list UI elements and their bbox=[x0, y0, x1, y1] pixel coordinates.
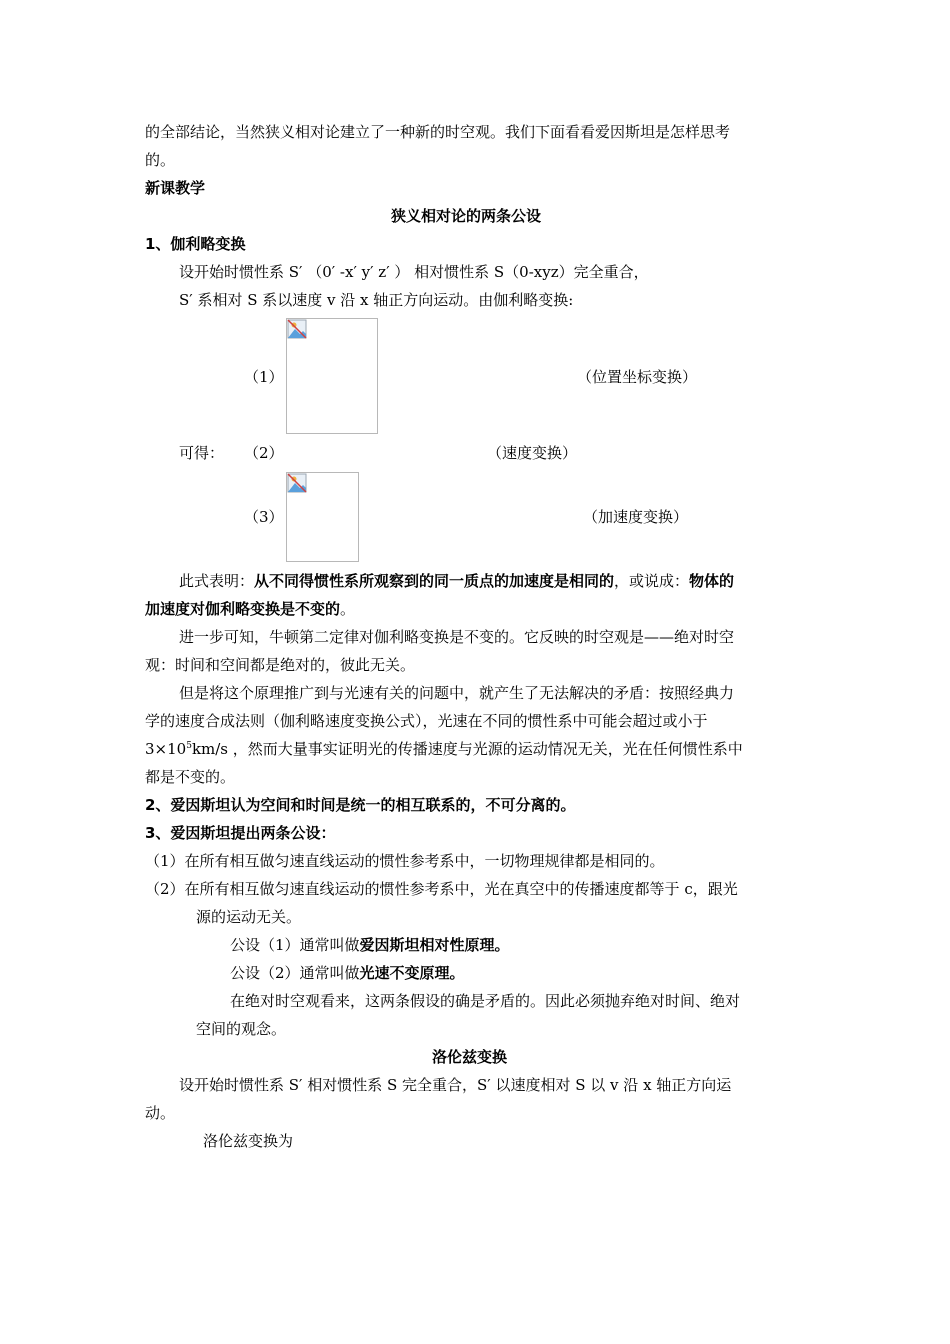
postulate-2-name-prefix: 公设（2）通常叫做 bbox=[230, 964, 360, 982]
equation-3-label: （加速度变换） bbox=[583, 508, 689, 526]
conclusion-line-1: 在绝对时空观看来，这两条假设的确是矛盾的。因此必须抛弃绝对时间、绝对 bbox=[230, 992, 741, 1010]
light-speed-exponent: 5 bbox=[186, 741, 192, 751]
note-emphasis-1: 从不同得惯性系所观察到的同一质点的加速度是相同的 bbox=[254, 572, 615, 590]
light-speed-base: 3×10 bbox=[145, 740, 187, 758]
postulate-2-line-1: （2）在所有相互做匀速直线运动的惯性参考系中，光在真空中的传播速度都等于 c，跟光 bbox=[145, 880, 738, 898]
paragraph-light-speed-line-2: 学的速度合成法则（伽利略速度变换公式），光速在不同的惯性系中可能会超过或小于 bbox=[145, 712, 708, 730]
lorentz-setup-line-2: 动。 bbox=[145, 1104, 176, 1122]
equation-2-prefix: 可得： bbox=[179, 444, 225, 462]
paragraph-frame-motion: S′ 系相对 S 系以速度 v 沿 x 轴正方向运动。由伽利略变换: bbox=[179, 291, 574, 309]
light-speed-constancy-principle: 光速不变原理。 bbox=[359, 964, 465, 982]
postulate-2-line-2: 源的运动无关。 bbox=[196, 908, 302, 926]
paragraph-frames-setup: 设开始时惯性系 S′ （0′ -x′ y′ z′ ） 相对惯性系 S（0-xyz）完全重合， bbox=[179, 263, 649, 281]
section-title-lorentz: 洛伦兹变换 bbox=[432, 1048, 508, 1066]
relativity-principle: 爱因斯坦相对性原理。 bbox=[359, 936, 510, 954]
paragraph-light-speed-line-4: 都是不变的。 bbox=[145, 768, 236, 786]
equation-1-label: （位置坐标变换） bbox=[577, 368, 698, 386]
intro-line-1: 的全部结论，当然狭义相对论建立了一种新的时空观。我们下面看看爱因斯坦是怎样思考 bbox=[145, 123, 731, 141]
postulate-2-name bbox=[230, 963, 465, 983]
heading-spacetime-unified: 2、爱因斯坦认为空间和时间是统一的相互联系的，不可分离的。 bbox=[145, 796, 576, 814]
note-middle: ，或说成： bbox=[614, 572, 690, 590]
paragraph-acceleration-invariance-cont bbox=[145, 599, 355, 619]
conclusion-line-2: 空间的观念。 bbox=[196, 1020, 287, 1038]
new-lesson-heading: 新课教学 bbox=[145, 179, 206, 197]
note-prefix: 此式表明： bbox=[179, 572, 255, 590]
postulate-1-name bbox=[230, 935, 510, 955]
lorentz-setup-line-1: 设开始时惯性系 S′ 相对惯性系 S 完全重合，S′ 以速度相对 S 以 v 沿 x 轴正方向运 bbox=[179, 1076, 732, 1094]
light-speed-rest: km/s ，然而大量事实证明光的传播速度与光源的运动情况无关，光在任何惯性系中 bbox=[191, 740, 743, 758]
equation-3-image bbox=[286, 472, 359, 562]
heading-galilean-transformation: 1、伽利略变换 bbox=[145, 235, 246, 253]
equation-3-number: （3） bbox=[244, 508, 284, 526]
postulate-1-name-prefix: 公设（1）通常叫做 bbox=[230, 936, 360, 954]
paragraph-acceleration-invariance bbox=[179, 571, 734, 591]
paragraph-light-speed-line-3 bbox=[145, 739, 743, 759]
equation-2-label: （速度变换） bbox=[487, 444, 578, 462]
paragraph-light-speed-line-1: 但是将这个原理推广到与光速有关的问题中，就产生了无法解决的矛盾：按照经典力 bbox=[179, 684, 735, 702]
note-emphasis-3: 加速度对伽利略变换是不变的 bbox=[145, 600, 341, 618]
lorentz-transform-intro: 洛伦兹变换为 bbox=[203, 1132, 294, 1150]
equation-1-number: （1） bbox=[244, 368, 284, 386]
intro-line-2: 的。 bbox=[145, 151, 176, 169]
paragraph-newton-line-2: 观：时间和空间都是绝对的，彼此无关。 bbox=[145, 656, 416, 674]
section-title-postulates: 狭义相对论的两条公设 bbox=[391, 207, 542, 225]
equation-1-image bbox=[286, 318, 378, 434]
note-emphasis-2: 物体的 bbox=[689, 572, 735, 590]
postulate-1: （1）在所有相互做匀速直线运动的惯性参考系中，一切物理规律都是相同的。 bbox=[145, 852, 665, 870]
broken-image-icon bbox=[287, 473, 307, 493]
heading-two-postulates: 3、爱因斯坦提出两条公设： bbox=[145, 824, 336, 842]
equation-2-number: （2） bbox=[244, 444, 284, 462]
paragraph-newton-line-1: 进一步可知，牛顿第二定律对伽利略变换是不变的。它反映的时空观是——绝对时空 bbox=[179, 628, 735, 646]
broken-image-icon bbox=[287, 319, 307, 339]
note-end: 。 bbox=[340, 600, 356, 618]
